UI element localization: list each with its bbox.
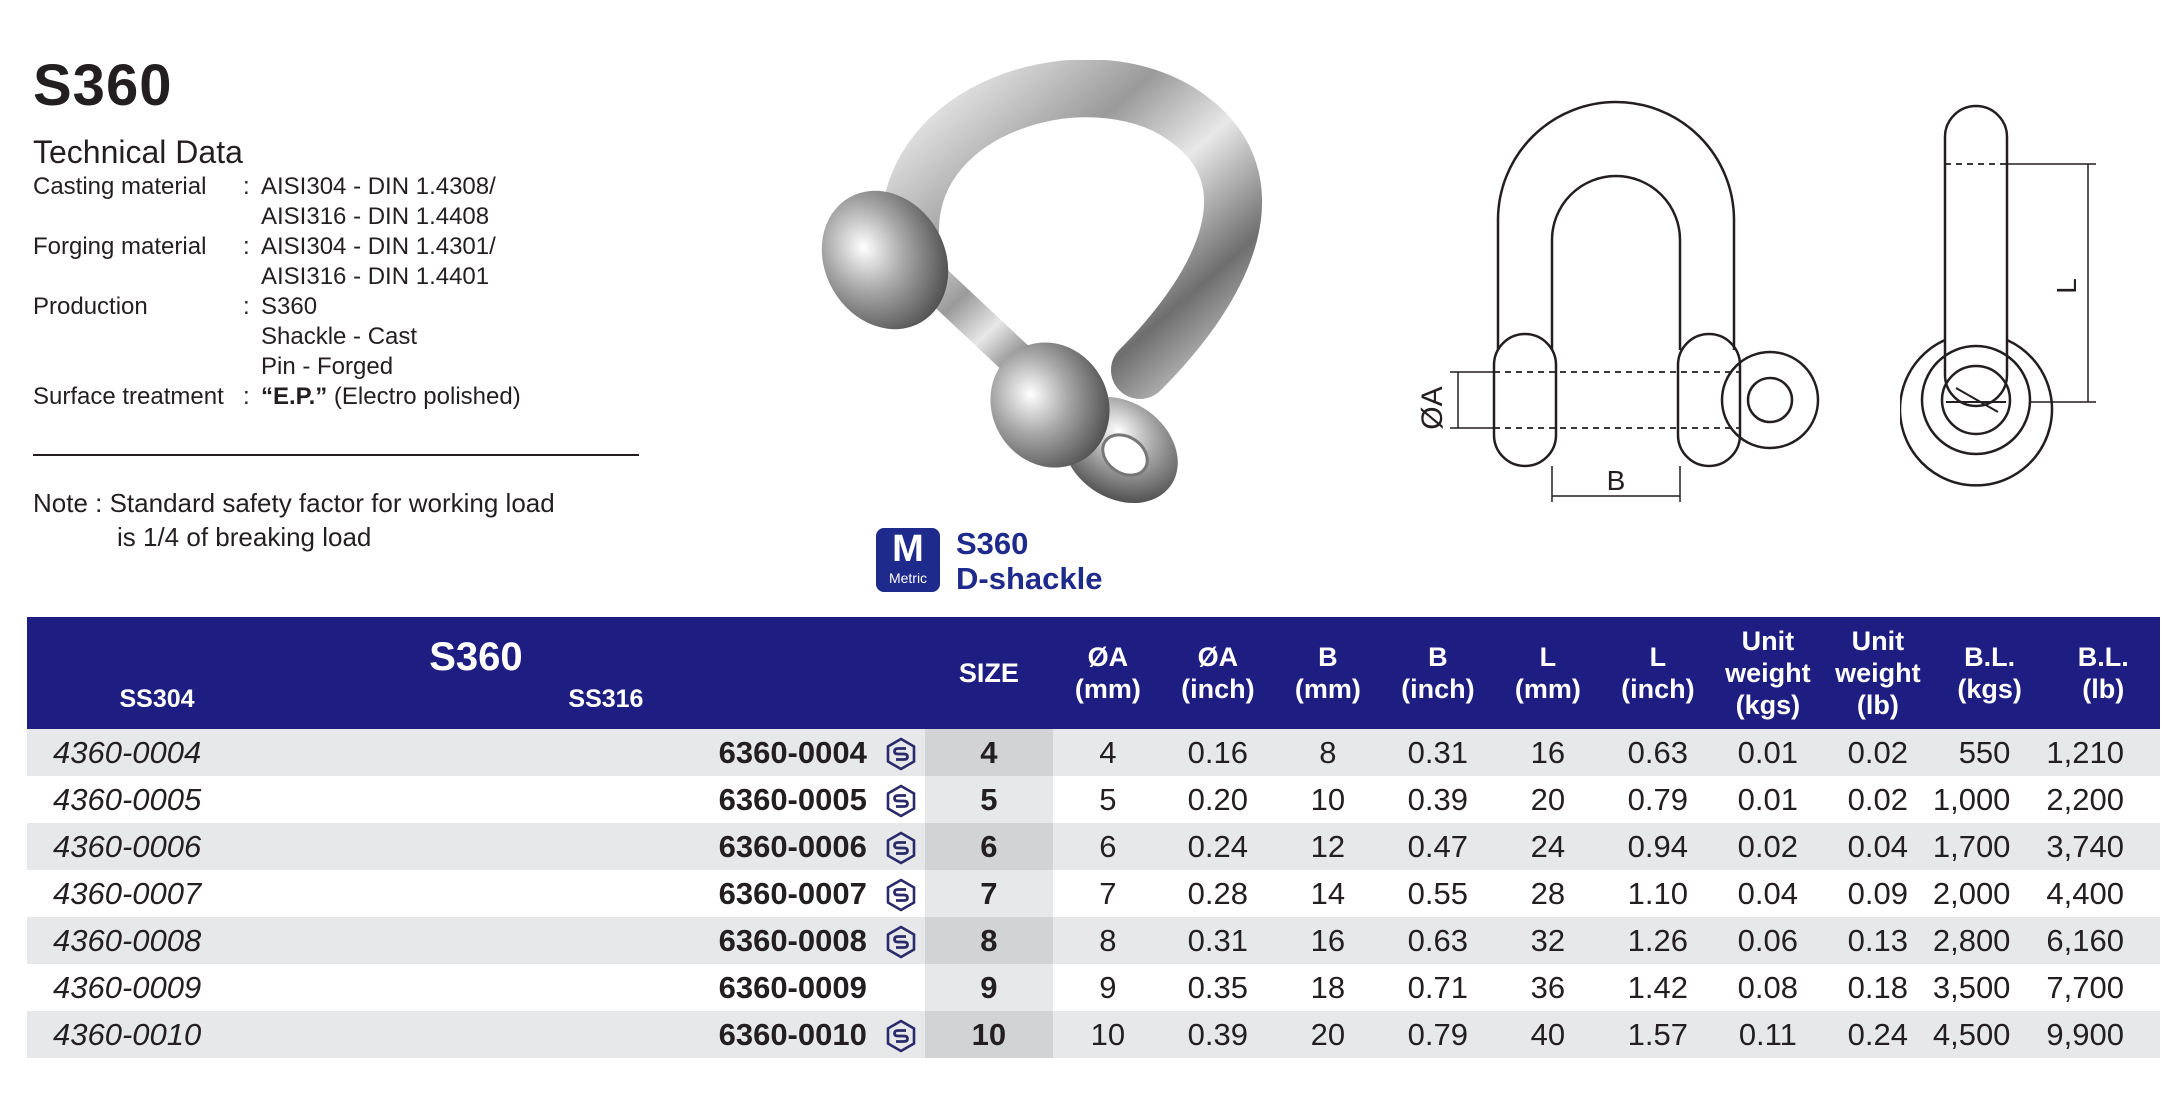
spec-value: AISI304 - DIN 1.4301/ xyxy=(261,233,496,260)
cell-ss316-code: 6360-0008 xyxy=(718,922,867,958)
cell-stock-icon xyxy=(885,1011,925,1058)
cell-bl-kg: 550 xyxy=(1958,734,2011,770)
cell-w-kg: 0.04 xyxy=(1737,875,1799,911)
table-row xyxy=(27,917,2160,964)
cell-b-in: 0.31 xyxy=(1407,734,1469,770)
table-body xyxy=(27,729,2160,1058)
col-header-line: Unit xyxy=(1741,626,1795,656)
cell-l-mm: 24 xyxy=(1530,828,1566,864)
cell-size: 5 xyxy=(925,776,1053,823)
cell-w-lb: 0.13 xyxy=(1847,922,1909,958)
metric-badge xyxy=(876,528,940,592)
spec-row xyxy=(33,322,521,352)
col-header-line: ØA xyxy=(1087,642,1129,672)
cell-bl-lb: 4,400 xyxy=(2046,875,2124,911)
cell-a-in: 0.28 xyxy=(1187,875,1249,911)
cell-ss316-code: 6360-0006 xyxy=(718,828,867,864)
spec-label: Forging material xyxy=(33,233,207,260)
cell-bl-lb: 6,160 xyxy=(2046,922,2124,958)
cell-stock-icon xyxy=(885,823,925,870)
cell-l-mm: 40 xyxy=(1530,1016,1566,1052)
col-header-1 xyxy=(1053,617,1163,729)
spec-value: AISI316 - DIN 1.4401 xyxy=(261,263,490,290)
cell-l-in: 1.10 xyxy=(1627,875,1689,911)
surface-treatment-code: “E.P.” xyxy=(261,383,328,410)
product-name xyxy=(956,526,1102,596)
cell-ss316-code: 6360-0005 xyxy=(718,781,867,817)
spec-value xyxy=(261,382,521,412)
s-hexagon-icon xyxy=(885,925,917,959)
spec-row xyxy=(33,202,521,232)
spec-row xyxy=(33,382,521,412)
col-header-line: Unit xyxy=(1851,626,1905,656)
cell-l-in: 1.26 xyxy=(1627,922,1689,958)
cell-stock-icon xyxy=(885,964,925,1011)
product-code-title: S360 xyxy=(33,53,173,118)
table-row xyxy=(27,729,2160,776)
cell-w-lb: 0.24 xyxy=(1847,1016,1909,1052)
spec-colon xyxy=(243,202,261,232)
cell-b-in: 0.55 xyxy=(1407,875,1469,911)
cell-a-in: 0.24 xyxy=(1187,828,1249,864)
col-header-line: (lb) xyxy=(1856,690,1899,720)
cell-a-mm: 4 xyxy=(1099,734,1117,770)
cell-l-mm: 28 xyxy=(1530,875,1566,911)
cell-bl-kg: 1,700 xyxy=(1932,828,2011,864)
col-header-ss316: SS316 xyxy=(568,685,644,713)
cell-b-in: 0.39 xyxy=(1407,781,1469,817)
cell-l-in: 0.63 xyxy=(1627,734,1689,770)
col-header-line: B xyxy=(1318,642,1338,672)
cell-w-kg: 0.01 xyxy=(1737,734,1799,770)
cell-b-in: 0.71 xyxy=(1407,969,1469,1005)
cell-b-mm: 8 xyxy=(1319,734,1337,770)
cell-w-kg: 0.11 xyxy=(1738,1016,1797,1052)
table-header-row xyxy=(27,617,2160,673)
col-header-line: (kgs) xyxy=(1735,690,1801,720)
cell-bl-lb: 3,740 xyxy=(2046,828,2124,864)
col-header-line: (inch) xyxy=(1621,674,1695,704)
table-row xyxy=(27,776,2160,823)
spec-colon: : xyxy=(243,383,250,410)
col-header-line: (kgs) xyxy=(1957,674,2022,704)
cell-w-lb: 0.09 xyxy=(1847,875,1909,911)
spec-value: AISI316 - DIN 1.4408 xyxy=(261,203,490,230)
dim-label-b: B xyxy=(1606,465,1626,496)
outer-bow xyxy=(1498,102,1734,350)
spec-label xyxy=(33,322,243,352)
cell-w-lb: 0.04 xyxy=(1847,828,1909,864)
col-header-line: B.L. xyxy=(2077,642,2129,672)
spec-row xyxy=(33,292,521,322)
cell-ss304-code: 4360-0005 xyxy=(53,781,202,817)
s-hexagon-icon xyxy=(885,831,917,865)
cell-bl-kg: 2,000 xyxy=(1932,875,2011,911)
col-header-line: (mm) xyxy=(1514,674,1581,704)
table-row xyxy=(27,964,2160,1011)
cell-b-in: 0.79 xyxy=(1407,1016,1469,1052)
spec-row xyxy=(33,262,521,292)
spec-colon: : xyxy=(243,293,250,320)
col-header-line: B xyxy=(1428,642,1448,672)
cell-w-kg: 0.01 xyxy=(1737,781,1799,817)
cell-l-in: 0.79 xyxy=(1627,781,1689,817)
cell-l-mm: 20 xyxy=(1530,781,1566,817)
cell-w-lb: 0.18 xyxy=(1847,969,1909,1005)
cell-a-in: 0.20 xyxy=(1187,781,1249,817)
table-group-title: S360 xyxy=(429,635,523,679)
col-header-line: weight xyxy=(1835,658,1921,688)
product-name-code: S360 xyxy=(956,526,1029,561)
left-knob xyxy=(1494,334,1556,466)
s-hexagon-icon xyxy=(885,737,917,771)
spec-colon xyxy=(243,352,261,382)
spec-label: Production xyxy=(33,293,148,320)
spec-label: Casting material xyxy=(33,173,207,200)
col-header-4 xyxy=(1383,617,1493,729)
cell-w-kg: 0.08 xyxy=(1737,969,1799,1005)
col-header-3 xyxy=(1273,617,1383,729)
dim-label-a: ØA xyxy=(1416,386,1449,430)
cell-bl-kg: 3,500 xyxy=(1932,969,2011,1005)
cell-a-in: 0.31 xyxy=(1187,922,1249,958)
dim-label-l: L xyxy=(2051,278,2082,294)
col-header-2 xyxy=(1163,617,1273,729)
cell-ss316-code: 6360-0004 xyxy=(718,734,867,770)
right-knob xyxy=(1678,334,1740,466)
spec-row xyxy=(33,172,521,202)
cell-ss316-code: 6360-0009 xyxy=(718,969,867,1005)
cell-l-mm: 16 xyxy=(1530,734,1566,770)
spec-label xyxy=(33,262,243,292)
cell-l-mm: 32 xyxy=(1530,922,1566,958)
spec-value: Shackle - Cast xyxy=(261,323,418,350)
cell-size: 7 xyxy=(925,870,1053,917)
col-header-10 xyxy=(2046,617,2160,729)
cell-size: 8 xyxy=(925,917,1053,964)
cell-a-mm: 9 xyxy=(1099,969,1117,1005)
spec-row xyxy=(33,352,521,382)
cell-w-kg: 0.02 xyxy=(1737,828,1799,864)
product-photo xyxy=(800,60,1320,540)
cell-bl-lb: 7,700 xyxy=(2046,969,2124,1005)
note-line-1: Note : Standard safety factor for working load xyxy=(33,488,555,518)
cell-ss304-code: 4360-0010 xyxy=(53,1016,202,1052)
cell-b-in: 0.47 xyxy=(1407,828,1469,864)
cell-bl-lb: 1,210 xyxy=(2046,734,2124,770)
cell-bl-kg: 4,500 xyxy=(1932,1016,2011,1052)
cell-ss316-code: 6360-0007 xyxy=(718,875,867,911)
cell-l-in: 1.42 xyxy=(1627,969,1689,1005)
cell-size: 10 xyxy=(925,1011,1053,1058)
col-header-line: SIZE xyxy=(958,658,1019,688)
cell-a-mm: 8 xyxy=(1099,922,1117,958)
table-row xyxy=(27,1011,2160,1058)
inner-bow xyxy=(1552,176,1680,350)
spec-colon: : xyxy=(243,173,250,200)
spec-colon: : xyxy=(243,233,250,260)
cell-l-in: 0.94 xyxy=(1627,828,1689,864)
cell-l-mm: 36 xyxy=(1530,969,1566,1005)
cell-bl-kg: 2,800 xyxy=(1932,922,2011,958)
col-header-line: B.L. xyxy=(1964,642,2016,672)
cell-b-mm: 12 xyxy=(1310,828,1346,864)
spec-row xyxy=(33,232,521,262)
cell-bl-kg: 1,000 xyxy=(1932,781,2011,817)
cell-a-mm: 6 xyxy=(1099,828,1117,864)
spec-value: AISI304 - DIN 1.4308/ xyxy=(261,173,496,200)
metric-badge-label: Metric xyxy=(888,570,928,586)
spec-value: Pin - Forged xyxy=(261,353,394,380)
cell-a-in: 0.16 xyxy=(1187,734,1249,770)
col-header-9 xyxy=(1933,617,2047,729)
cell-a-mm: 5 xyxy=(1099,781,1117,817)
s-hexagon-icon xyxy=(885,878,917,912)
s-hexagon-icon xyxy=(885,784,917,818)
cell-bl-lb: 2,200 xyxy=(2046,781,2124,817)
side-view-diagram xyxy=(1900,90,2160,490)
spec-label xyxy=(33,352,243,382)
col-header-line: L xyxy=(1649,642,1667,672)
surface-treatment-desc: (Electro polished) xyxy=(327,383,521,410)
product-name-type: D-shackle xyxy=(956,561,1103,596)
cell-a-in: 0.39 xyxy=(1187,1016,1249,1052)
cell-a-mm: 10 xyxy=(1090,1016,1126,1052)
cell-w-lb: 0.02 xyxy=(1847,734,1909,770)
col-header-line: (inch) xyxy=(1401,674,1475,704)
col-header-line: (mm) xyxy=(1074,674,1141,704)
technical-data-heading: Technical Data xyxy=(33,134,243,170)
col-header-6 xyxy=(1603,617,1713,729)
cell-ss304-code: 4360-0007 xyxy=(53,875,202,911)
cell-stock-icon xyxy=(885,870,925,917)
cell-ss316-code: 6360-0010 xyxy=(718,1016,867,1052)
metric-badge-letter: M xyxy=(892,528,924,570)
cell-stock-icon xyxy=(885,776,925,823)
cell-l-in: 1.57 xyxy=(1627,1016,1689,1052)
col-header-line: ØA xyxy=(1197,642,1239,672)
spec-label xyxy=(33,202,243,232)
cell-stock-icon xyxy=(885,917,925,964)
spec-colon xyxy=(243,322,261,352)
cell-b-mm: 14 xyxy=(1310,875,1346,911)
table-row xyxy=(27,823,2160,870)
note-line-2: is 1/4 of breaking load xyxy=(117,522,372,552)
col-header-ss304: SS304 xyxy=(119,685,195,713)
spec-value: S360 xyxy=(261,293,318,320)
table-row xyxy=(27,870,2160,917)
cell-w-kg: 0.06 xyxy=(1737,922,1799,958)
front-view-diagram xyxy=(1400,90,1840,520)
spec-colon xyxy=(243,262,261,292)
col-header-8 xyxy=(1823,617,1933,729)
safety-note xyxy=(33,486,555,554)
cell-b-in: 0.63 xyxy=(1407,922,1469,958)
col-header-5 xyxy=(1493,617,1603,729)
col-header-0 xyxy=(925,617,1053,729)
s-hexagon-icon xyxy=(885,1019,917,1053)
cell-size: 4 xyxy=(925,729,1053,776)
col-header-7 xyxy=(1713,617,1823,729)
cell-b-mm: 18 xyxy=(1310,969,1346,1005)
col-header-line: (inch) xyxy=(1181,674,1255,704)
col-header-line: (mm) xyxy=(1294,674,1361,704)
cell-ss304-code: 4360-0009 xyxy=(53,969,202,1005)
cell-b-mm: 10 xyxy=(1310,781,1346,817)
cell-b-mm: 20 xyxy=(1310,1016,1346,1052)
cell-stock-icon xyxy=(885,729,925,776)
spec-list xyxy=(33,172,521,412)
cell-ss304-code: 4360-0004 xyxy=(53,734,202,770)
cell-size: 6 xyxy=(925,823,1053,870)
col-header-line: weight xyxy=(1725,658,1811,688)
cell-bl-lb: 9,900 xyxy=(2046,1016,2124,1052)
col-header-line: (lb) xyxy=(2082,674,2125,704)
cell-size: 9 xyxy=(925,964,1053,1011)
cell-a-mm: 7 xyxy=(1099,875,1117,911)
cell-b-mm: 16 xyxy=(1310,922,1346,958)
cell-w-lb: 0.02 xyxy=(1847,781,1909,817)
cell-ss304-code: 4360-0006 xyxy=(53,828,202,864)
cell-a-in: 0.35 xyxy=(1187,969,1249,1005)
col-header-line: L xyxy=(1539,642,1557,672)
cell-ss304-code: 4360-0008 xyxy=(53,922,202,958)
divider xyxy=(33,454,639,456)
spec-table xyxy=(27,617,2160,1058)
spec-label: Surface treatment xyxy=(33,383,224,410)
